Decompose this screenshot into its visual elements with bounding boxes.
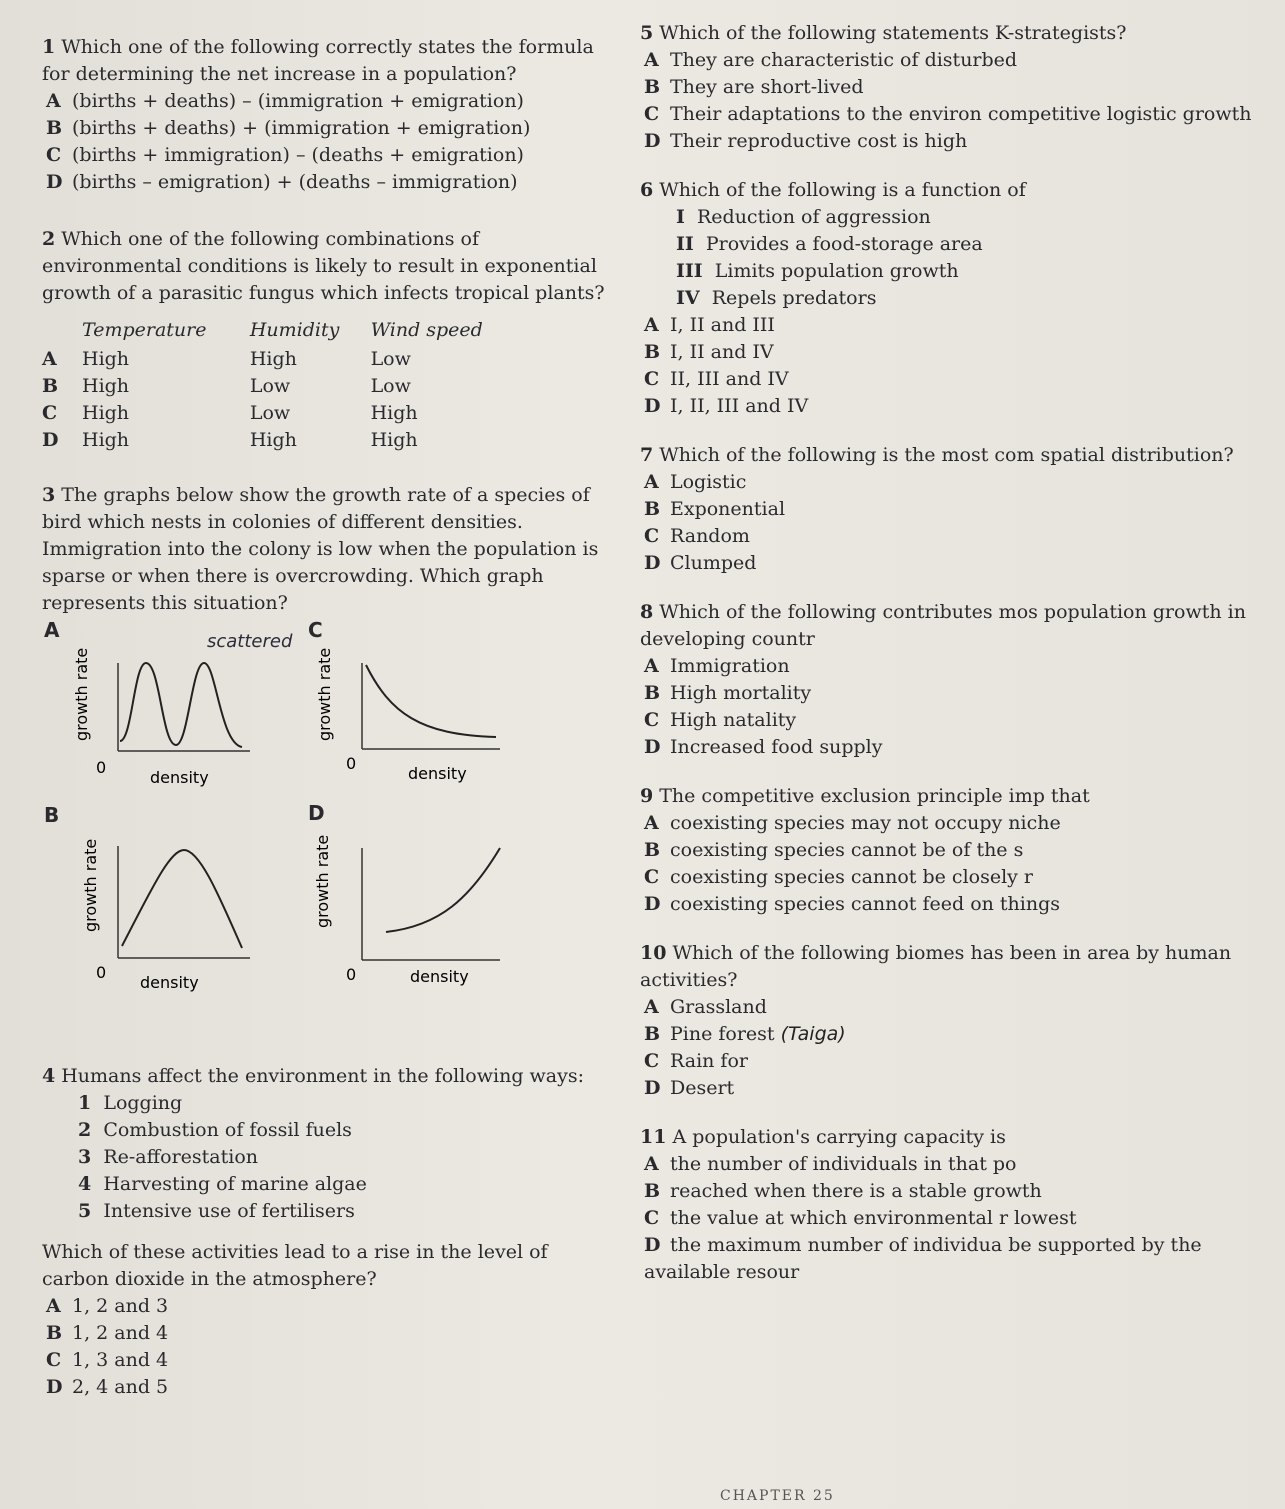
graph-d[interactable] [300,801,530,998]
question-text: Humans affect the environment in the following ways: [61,1065,585,1087]
header-wind-speed: Wind speed [370,319,483,341]
header-temperature: Temperature [82,319,207,341]
option-b[interactable]: B 1, 2 and 4 [46,1322,169,1344]
option-c[interactable]: C coexisting species cannot be closely r [644,866,1034,888]
right-column [640,20,1260,1308]
y-label: growth rate [81,838,100,932]
option-d[interactable]: D 2, 4 and 5 [46,1376,169,1398]
option-d[interactable]: D Desert [644,1077,735,1099]
list-item: 4 Harvesting of marine algae [78,1173,367,1195]
list-item: IV Repels predators [676,287,877,309]
zero-label: 0 [346,754,357,773]
option-a[interactable]: A coexisting species may not occupy niche [644,812,1061,834]
list-item: 5 Intensive use of fertilisers [78,1200,355,1222]
table-row[interactable]: C High Low High [42,402,418,424]
option-a[interactable]: A They are characteristic of disturbed [644,49,1018,71]
option-a[interactable]: A Immigration [644,655,790,677]
graph-c[interactable] [300,618,530,813]
option-d[interactable]: D Their reproductive cost is high [644,130,968,152]
question-number: 4 [42,1065,56,1087]
option-d[interactable]: D coexisting species cannot feed on things [644,893,1061,915]
option-c[interactable]: C Rain for [644,1050,748,1072]
option-b[interactable]: B (births + deaths) + (immigration + emigration) [46,117,531,139]
header-humidity: Humidity [249,319,340,341]
table-row[interactable]: D High High High [42,429,418,451]
option-b[interactable]: B I, II and IV [644,341,774,363]
option-a[interactable]: A Logistic [644,471,747,493]
list-item: 3 Re-afforestation [78,1146,258,1168]
graph-b-plot [42,808,272,998]
option-d[interactable]: D Clumped [644,552,757,574]
option-a[interactable]: A I, II and III [644,314,775,336]
option-d[interactable]: D the maximum number of individua be supported by the available resour [644,1234,1202,1283]
question-text: Which of the following is a function of [659,179,1026,201]
question-3 [42,482,612,1043]
option-b[interactable]: B High mortality [644,682,812,704]
left-column [42,34,612,1423]
zero-label: 0 [96,758,107,777]
curve-bimodal [120,663,242,747]
question-text: Which of the following is the most com spatial distribution? [659,444,1234,466]
option-b[interactable]: B reached when there is a stable growth [644,1180,1042,1202]
option-b[interactable]: B Exponential [644,498,786,520]
y-label: growth rate [313,834,332,928]
option-c[interactable]: C Their adaptations to the environ competitive logistic growth [644,103,1252,125]
list-item: III Limits population growth [676,260,959,282]
question-4 [42,1063,612,1401]
graphs [42,618,562,1043]
option-c[interactable]: C Random [644,525,750,547]
zero-label: 0 [96,963,107,982]
question-number: 3 [42,484,56,506]
option-a[interactable]: A the number of individuals in that po [644,1153,1017,1175]
question-1 [42,34,612,196]
option-b[interactable]: B They are short-lived [644,76,864,98]
chapter-footer: CHAPTER 25 [720,1488,835,1504]
question-number: 2 [42,228,56,250]
question-text: Which of the following statements K-strategists? [659,22,1127,44]
option-c[interactable]: C High natality [644,709,797,731]
question-6: 6 Which of the following is a function of I Reduction of aggression II Provides a food-storage area III Limits population growth IV Repels predators A I, II and III B I, II and IV C II, III and IV D I, II, III and IV [640,177,1260,420]
question-text-2: Which of these activities lead to a rise in the level of carbon dioxide in the atmosphere? [42,1241,548,1290]
graph-label-b: B [44,803,60,827]
option-c[interactable]: C 1, 3 and 4 [46,1349,169,1371]
option-c[interactable]: C II, III and IV [644,368,789,390]
question-2 [42,226,612,454]
question-11: 11 A population's carrying capacity is A the number of individuals in that po B reached when there is a stable growth C the value at which environmental r lowest D the maximum number of individua be supported by the available resour [640,1124,1260,1286]
list-item: 1 Logging [78,1092,183,1114]
option-a[interactable]: A (births + deaths) – (immigration + emigration) [46,90,524,112]
graph-label-a: A [44,618,60,642]
x-label: density [140,973,199,992]
handwritten-note: scattered [207,631,293,652]
zero-label: 0 [346,965,357,984]
conditions-table [42,317,522,454]
question-text: Which one of the following combinations of environmental conditions is likely to result in exponential growth of a parasitic fungus which infects tropical plants? [42,228,605,304]
option-d[interactable]: D (births – emigration) + (deaths – immigration) [46,171,518,193]
graph-b[interactable] [42,803,272,998]
graph-d-plot [300,808,530,998]
question-number: 1 [42,36,56,58]
curve-increasing [386,848,500,932]
graph-label-c: C [308,618,323,642]
option-c[interactable]: C the value at which environmental r lowest [644,1207,1077,1229]
question-text: A population's carrying capacity is [672,1126,1006,1148]
question-5: 5 Which of the following statements K-strategists? A They are characteristic of disturbed B They are short-lived C Their adaptations to the environ competitive logistic growth D Their reproductive cost is high [640,20,1260,155]
option-a[interactable]: A 1, 2 and 3 [46,1295,169,1317]
list-item: I Reduction of aggression [676,206,931,228]
question-text: Which one of the following correctly states the formula for determining the net increase in a population? [42,36,594,85]
option-d[interactable]: D I, II, III and IV [644,395,809,417]
x-label: density [150,768,209,787]
graph-c-plot [300,623,530,813]
option-b[interactable]: B coexisting species cannot be of the s [644,839,1024,861]
x-label: density [408,764,467,783]
question-text: Which of the following contributes mos population growth in developing countr [640,601,1246,650]
y-label: growth rate [72,647,91,741]
curve-hump [122,850,242,948]
y-label: growth rate [315,647,334,741]
option-d[interactable]: D Increased food supply [644,736,883,758]
question-text: The competitive exclusion principle imp that [659,785,1090,807]
curve-decreasing [366,665,496,737]
question-7: 7 Which of the following is the most com spatial distribution? A Logistic B Exponential C Random D Clumped [640,442,1260,577]
graph-label-d: D [308,801,325,825]
x-label: density [410,967,469,986]
question-10: 10 Which of the following biomes has been in area by human activities? A Grassland B Pine forest (Taiga) C Rain for D Desert [640,940,1260,1102]
graph-a[interactable] [42,618,272,813]
handwritten-note: (Taiga) [780,1023,846,1045]
list-item: II Provides a food-storage area [676,233,983,255]
option-b[interactable]: B Pine forest (Taiga) [644,1023,846,1045]
list-item: 2 Combustion of fossil fuels [78,1119,352,1141]
question-text: The graphs below show the growth rate of a species of bird which nests in colonies of different densities. Immigration into the colony is low when the population is sparse or when there is overcrowding. Which graph represents this situation? [42,484,599,614]
option-a[interactable]: A Grassland [644,996,767,1018]
option-c[interactable]: C (births + immigration) – (deaths + emigration) [46,144,524,166]
table-row[interactable]: B High Low Low [42,375,411,397]
question-text: Which of the following biomes has been in area by human activities? [640,942,1232,991]
question-8: 8 Which of the following contributes mos population growth in developing countr A Immigration B High mortality C High natality D Increased food supply [640,599,1260,761]
question-9: 9 The competitive exclusion principle imp that A coexisting species may not occupy niche B coexisting species cannot be of the s C coexisting species cannot be closely r D coexisting species cannot feed on things [640,783,1260,918]
table-row[interactable]: A High High Low [42,348,411,370]
graph-a-plot [42,623,272,813]
